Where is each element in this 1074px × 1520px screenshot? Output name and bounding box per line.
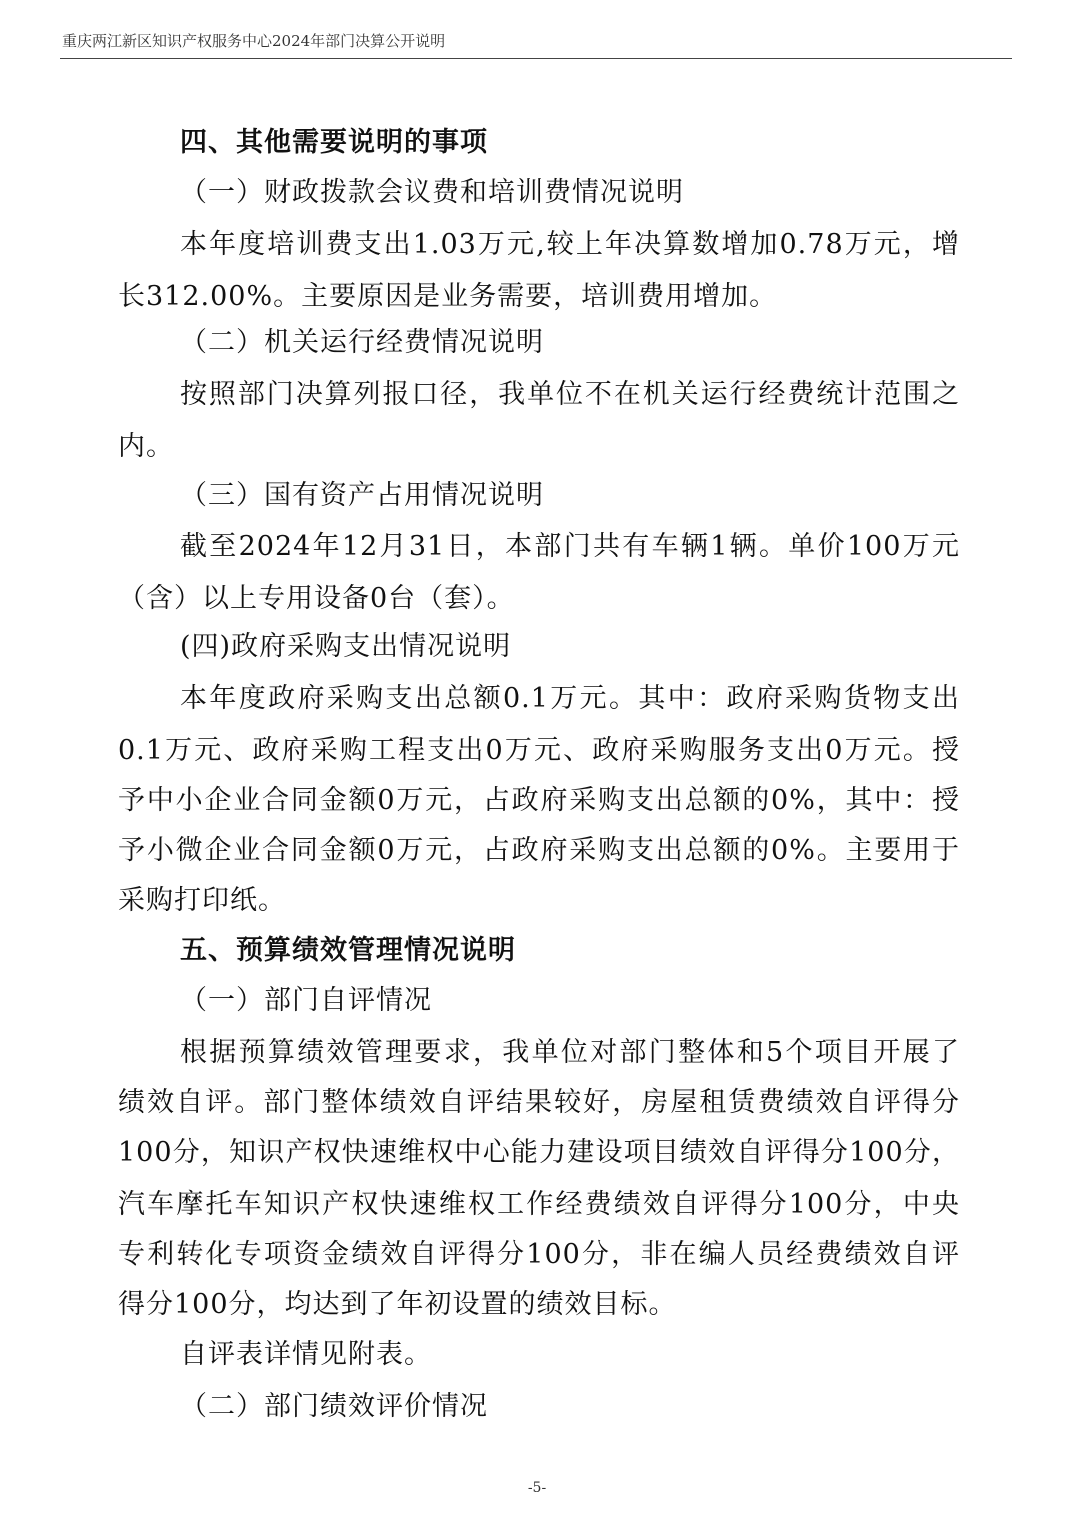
paragraph-line: 采购打印纸。: [118, 885, 286, 916]
header-rule: [60, 58, 1012, 59]
section-heading: 五、预算绩效管理情况说明: [180, 935, 516, 966]
page-number: -5-: [527, 1480, 547, 1496]
subsection-heading: （三）国有资产占用情况说明: [180, 480, 544, 511]
paragraph-line: 内。: [118, 431, 174, 462]
paragraph-line: 长312.00%。主要原因是业务需要，培训费用增加。: [118, 281, 778, 312]
subsection-heading: （二）机关运行经费情况说明: [180, 327, 544, 358]
paragraph-line: 绩效自评。部门整体绩效自评结果较好，房屋租赁费绩效自评得分: [118, 1087, 960, 1118]
paragraph-line: 本年度政府采购支出总额0.1万元。其中：政府采购货物支出: [180, 683, 960, 714]
section-heading: 四、其他需要说明的事项: [180, 127, 488, 158]
subsection-heading: (四)政府采购支出情况说明: [180, 631, 512, 662]
paragraph-line: 截至2024年12月31日，本部门共有车辆1辆。单价100万元: [180, 531, 960, 562]
paragraph-line: 汽车摩托车知识产权快速维权工作经费绩效自评得分100分，中央: [118, 1189, 960, 1220]
paragraph-line: 得分100分，均达到了年初设置的绩效目标。: [118, 1289, 677, 1320]
subsection-heading: （二）部门绩效评价情况: [180, 1391, 488, 1422]
paragraph-line: 按照部门决算列报口径，我单位不在机关运行经费统计范围之: [180, 379, 960, 410]
paragraph-line: 100分，知识产权快速维权中心能力建设项目绩效自评得分100分，: [118, 1137, 960, 1168]
subsection-heading: （一）财政拨款会议费和培训费情况说明: [180, 177, 684, 208]
paragraph-line: 本年度培训费支出1.03万元,较上年决算数增加0.78万元，增: [180, 229, 960, 260]
paragraph-line: 自评表详情见附表。: [180, 1339, 432, 1370]
paragraph-line: 专利转化专项资金绩效自评得分100分，非在编人员经费绩效自评: [118, 1239, 960, 1270]
running-header: 重庆两江新区知识产权服务中心2024年部门决算公开说明: [62, 32, 446, 50]
subsection-heading: （一）部门自评情况: [180, 985, 432, 1016]
paragraph-line: 予中小企业合同金额0万元，占政府采购支出总额的0%，其中：授: [118, 785, 960, 816]
paragraph-line: 根据预算绩效管理要求，我单位对部门整体和5个项目开展了: [180, 1037, 960, 1068]
paragraph-line: （含）以上专用设备0台（套）。: [118, 583, 515, 614]
paragraph-line: 予小微企业合同金额0万元，占政府采购支出总额的0%。主要用于: [118, 835, 960, 866]
paragraph-line: 0.1万元、政府采购工程支出0万元、政府采购服务支出0万元。授: [118, 735, 960, 766]
